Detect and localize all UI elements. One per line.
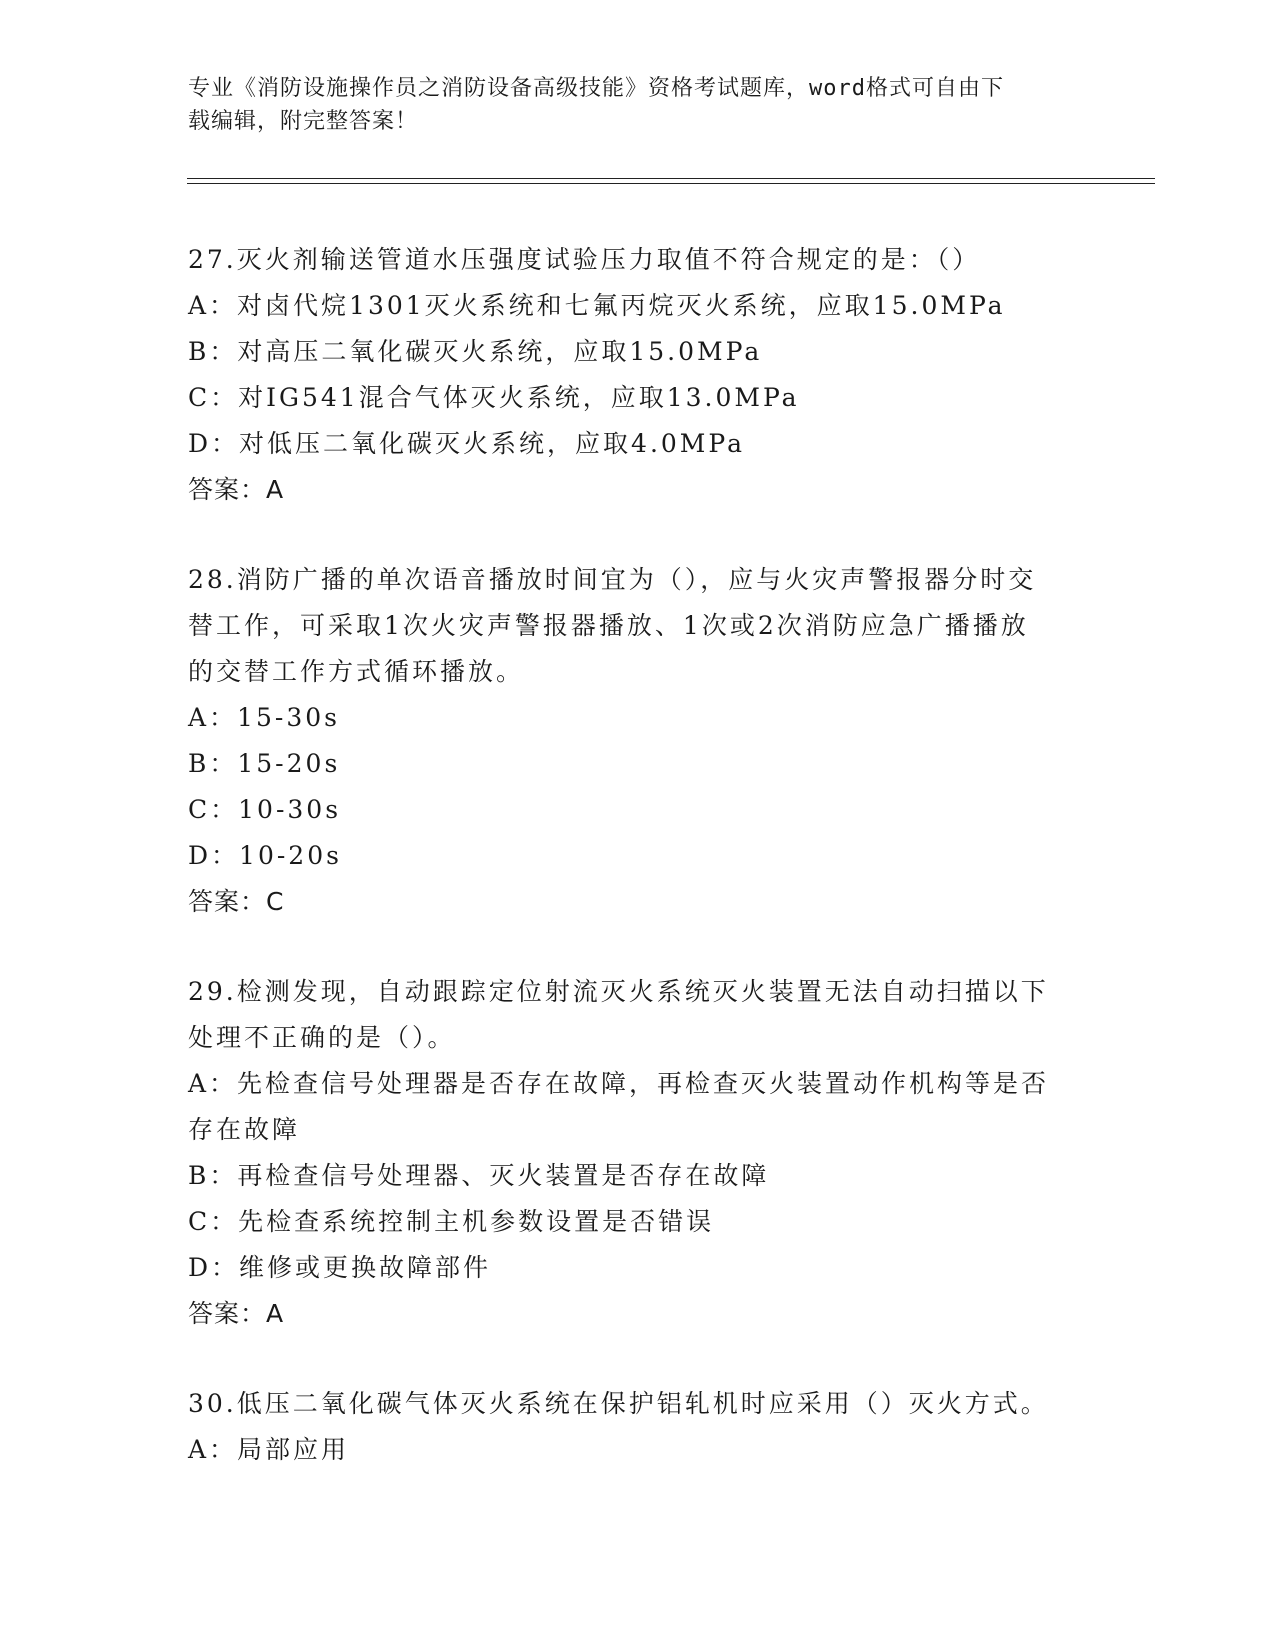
option-c: C：先检查系统控制主机参数设置是否错误 [188,1207,715,1236]
question-stem: 处理不正确的是（）。 [188,1023,456,1052]
document-header [188,72,1088,138]
question-28 [188,557,1088,925]
question-stem: 27.灭火剂输送管道水压强度试验压力取值不符合规定的是：（） [188,245,981,274]
header-line-1: 专业《消防设施操作员之消防设备高级技能》资格考试题库，word格式可自由下 [188,76,1004,101]
option-d: D：对低压二氧化碳灭火系统，应取4.0MPa [188,429,746,458]
option-d: D：10-20s [188,841,342,870]
option-a: A：对卤代烷1301灭火系统和七氟丙烷灭火系统，应取15.0MPa [188,291,1006,320]
question-stem: 30.低压二氧化碳气体灭火系统在保护铝轧机时应采用（）灭火方式。 [188,1389,1049,1418]
option-d: D：维修或更换故障部件 [188,1253,492,1282]
question-29 [188,969,1088,1337]
question-stem: 28.消防广播的单次语音播放时间宜为（），应与火灾声警报器分时交 [188,565,1037,594]
question-27 [188,237,1088,513]
answer: 答案：C [188,887,285,916]
option-c: C：对IG541混合气体灭火系统，应取13.0MPa [188,383,800,412]
option-a-continued: 存在故障 [188,1115,301,1144]
option-b: B：对高压二氧化碳灭火系统，应取15.0MPa [188,337,763,366]
question-stem: 替工作，可采取1次火灾声警报器播放、1次或2次消防应急广播播放 [188,611,1029,640]
header-divider-bottom [187,183,1155,184]
option-a: A：先检查信号处理器是否存在故障，再检查灭火装置动作机构等是否 [188,1069,1050,1098]
question-stem: 29.检测发现，自动跟踪定位射流灭火系统灭火装置无法自动扫描以下 [188,977,1049,1006]
option-a: A：局部应用 [188,1435,350,1464]
header-line-2: 载编辑，附完整答案！ [188,109,419,134]
question-30 [188,1381,1088,1473]
answer: 答案：A [188,1299,285,1328]
option-c: C：10-30s [188,795,342,824]
question-stem: 的交替工作方式循环播放。 [188,657,525,686]
option-b: B：再检查信号处理器、灭火装置是否存在故障 [188,1161,770,1190]
option-b: B：15-20s [188,749,341,778]
option-a: A：15-30s [188,703,340,732]
header-divider-top [187,178,1155,179]
answer: 答案：A [188,475,285,504]
question-list [188,237,1088,1517]
